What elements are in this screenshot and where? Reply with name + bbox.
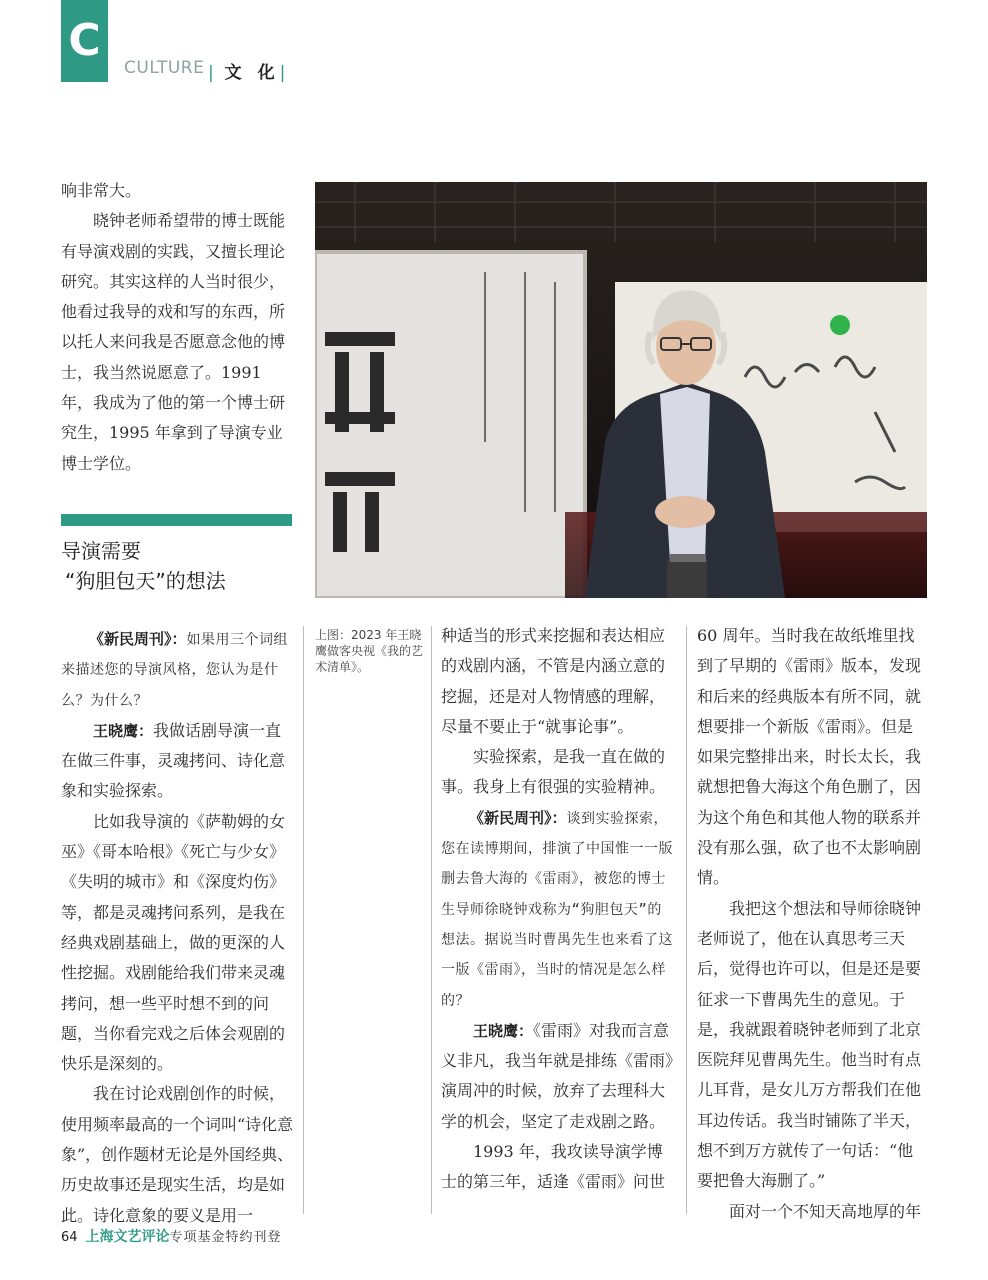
section-letter: C (68, 15, 101, 66)
question-text: 如果用三个词组来描述您的导演风格，您认为是什么？为什么？ (61, 632, 289, 709)
paragraph: 种适当的形式来挖掘和表达相应的戏剧内涵，不管是内涵立意的挖掘，还是对人物情感的理解，尽量不要止于“就事论事”。 (441, 626, 666, 736)
question-label: 《新民周刊》： (89, 630, 187, 648)
answer-text: 《雷雨》对我而言意义非凡，我当年就是排练《雷雨》演周冲的时候，放弃了去理科大学的机会，坚定了走戏剧之路。 (441, 1020, 674, 1131)
question-paragraph (61, 624, 294, 716)
column-rule (431, 626, 432, 1214)
column-rule (303, 626, 304, 1214)
answer-label: 王晓鹰： (93, 721, 154, 740)
answer-label: 王晓鹰： (473, 1021, 534, 1040)
question-paragraph (441, 803, 675, 1016)
page-number: 64 (61, 1230, 78, 1245)
section-heading (61, 536, 301, 596)
paragraph: 比如我导演的《萨勒姆的女巫》《哥本哈根》《死亡与少女》《失明的城市》和《深度灼伤》等，都是灵魂拷问系列，是我在经典戏剧基础上，做的更深的人性挖掘。戏剧能给我们带来灵魂拷问，想一些平时想不到的问题，当你看完戏之后体会观剧的快乐是深刻的。 (61, 811, 286, 1074)
section-bar-left: | (208, 63, 214, 83)
section-name-zh: 文 化 (224, 63, 280, 83)
article-column-2 (441, 621, 675, 1198)
paragraph: 面对一个不知天高地厚的年 (729, 1201, 922, 1221)
paragraph: 实验探索，是我一直在做的事。我身上有很强的实验精神。 (441, 747, 666, 797)
section-heading-bar (61, 514, 292, 526)
question-label: 《新民周刊》： (469, 808, 567, 827)
photo-caption: 上图：2023 年王晓鹰做客央视《我的艺术清单》。 (315, 628, 424, 674)
paragraph: 晓钟老师希望带的博士既能有导演戏剧的实践，又擅长理论研究。其实这样的人当时很少，他看过我导的戏和写的东西，所以托人来问我是否愿意念他的博士，我当然说愿意了。1991 年，我成为了他的第一个博士研究生，1995 年拿到了导演专业博士学位。 (61, 211, 286, 473)
question-text: 谈到实验探索，您在读博期间，排演了中国惟一一版删去鲁大海的《雷雨》，被您的博士生导师徐晓钟戏称为“狗胆包天”的想法。据说当时曹禺先生也来看了这一版《雷雨》，当时的情况是怎么样的？ (441, 810, 673, 1009)
column-rule (686, 626, 687, 1214)
paragraph: 响非常大。 (61, 181, 142, 200)
paragraph: 我在讨论戏剧创作的时候，使用频率最高的一个词叫“诗化意象”，创作题材无论是外国经典、历史故事还是现实生活，均是如此。诗化意象的要义是用一 (61, 1084, 294, 1225)
paragraph: 60 周年。当时我在故纸堆里找到了早期的《雷雨》版本，发现和后来的经典版本有所不同，就想要排一个新版《雷雨》。但是如果完整排出来，时长太长，我就想把鲁大海这个角色删了，因为这个角色和其他人物的联系并没有那么强，砍了也不太影响剧情。 (697, 626, 922, 888)
paragraph: 我把这个想法和导师徐晓钟老师说了，他在认真思考三天后，觉得也许可以，但是还是要征求一下曹禺先生的意见。于是，我就跟着晓钟老师到了北京医院拜见曹禺先生。他当时有点儿耳背，是女儿万方帮我们在他耳边传话。我当时铺陈了半天，想不到万方就传了一句话：“他要把鲁大海删了。” (697, 898, 922, 1191)
stage-photo (315, 182, 927, 598)
section-name-zh-wrap (208, 58, 285, 83)
paragraph: 1993 年，我攻读导演学博士的第三年，适逢《雷雨》问世 (441, 1142, 666, 1192)
section-heading-line: “狗胆包天”的想法 (65, 569, 226, 593)
publication-name: 上海文艺评论 (85, 1229, 170, 1245)
green-light (830, 315, 850, 335)
stage-photo-illustration (315, 182, 927, 598)
section-letter-block (61, 0, 108, 82)
footer-note: 专项基金特约刊登 (169, 1230, 282, 1245)
article-column-3 (697, 621, 928, 1227)
section-bar-right: | (279, 63, 286, 83)
top-left-text (61, 176, 293, 479)
section-heading-line: 导演需要 (61, 539, 141, 563)
answer-paragraph (61, 716, 294, 807)
section-name-en: CULTURE (124, 58, 205, 78)
article-column-1 (61, 624, 294, 1231)
answer-text: 我做话剧导演一直在做三件事，灵魂拷问、诗化意象和实验探索。 (61, 720, 286, 801)
page-footer (61, 1226, 282, 1246)
answer-paragraph (441, 1016, 675, 1137)
